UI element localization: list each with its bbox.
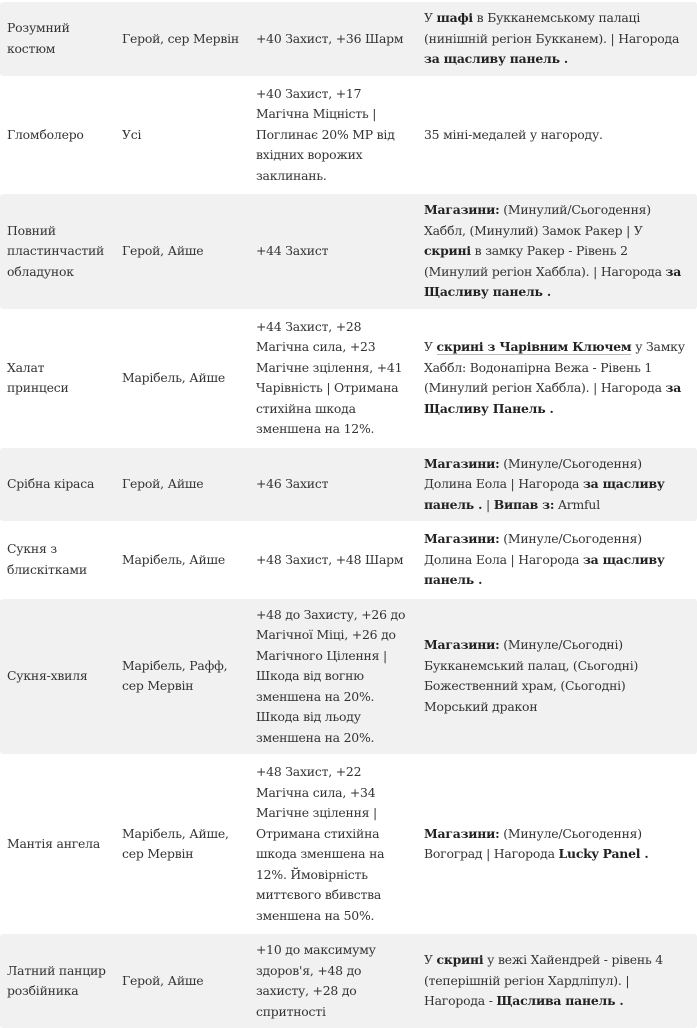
source-text: (Минуле/Сьогодення) Долина Еола | Нагорода	[424, 531, 642, 567]
item-name-cell: Срібна кіраса	[0, 448, 115, 522]
item-name-cell: Сукня-хвиля	[0, 599, 115, 755]
source-text: (Минулий/Сьогодення) Хаббл, (Минулий) Замок Ракер | У	[424, 202, 651, 238]
source-bold-text: за щасливу панель .	[424, 476, 665, 512]
table-row	[0, 448, 697, 522]
table-row	[0, 523, 697, 597]
effects-cell: +46 Захист	[253, 448, 418, 522]
table-row	[0, 78, 697, 193]
source-text: |	[482, 496, 494, 512]
source-text: (Минуле/Сьогодення) Вогоград | Нагорода	[424, 825, 642, 861]
source-bold-text: скрині	[436, 952, 484, 968]
source-bold-text: за щасливу панель .	[424, 551, 665, 587]
effects-cell: +48 Захист, +22 Магічна сила, +34 Магічне зцілення | Отримана стихійна шкода зменшена на 12%. Ймовірність миттєвого вбивства зменшена на 50%.	[253, 756, 418, 932]
wearers-cell: Марібель, Айше	[115, 311, 253, 446]
wearers-cell: Марібель, Айше, сер Мервін	[115, 756, 253, 932]
table-row	[0, 756, 697, 932]
source-text: (Минуле/Сьогодні) Букканемський палац, (Сьогодні) Божественний храм, (Сьогодні) Морський дракон	[424, 637, 639, 714]
effects-cell: +40 Захист, +17 Магічна Міцність | Поглинає 20% MP від вхідних ворожих заклинань.	[253, 78, 418, 193]
wearers-cell: Марібель, Рафф, сер Мервін	[115, 599, 253, 755]
source-text: у Замку Хаббл: Водонапірна Вежа - Рівень 1 (Минулий регіон Хаббла). | Нагорода	[424, 339, 685, 395]
wearers-cell: Марібель, Айше	[115, 523, 253, 597]
source-text: У	[424, 10, 437, 25]
item-name-cell: Халат принцеси	[0, 311, 115, 446]
effects-cell: +48 до Захисту, +26 до Магічної Міці, +26 до Магічного Цілення | Шкода від вогню зменшена на 20%. Шкода від льоду зменшена на 20%.	[253, 599, 418, 755]
source-bold-text: Магазини:	[424, 637, 500, 653]
source-text: в Букканемському палаці (нинішній регіон Букканем). | Нагорода	[424, 10, 680, 46]
source-text: Armful	[554, 496, 600, 512]
source-cell	[418, 311, 697, 446]
item-name-cell: Повний пластинчастий обладунок	[0, 194, 115, 309]
source-cell	[418, 523, 697, 597]
wearers-cell: Усі	[115, 78, 253, 193]
source-cell	[418, 934, 697, 1028]
table-row	[0, 311, 697, 446]
source-text: в замку Ракер - Рівень 2 (Минулий регіон Хаббла). | Нагорода	[424, 243, 666, 279]
source-bold-text: шафі	[436, 10, 473, 25]
source-link[interactable]: скрині з Чарівним Ключем	[436, 339, 632, 354]
source-text: У	[424, 339, 437, 354]
table-row	[0, 934, 697, 1028]
source-text: у вежі Хайендрей - рівень 4 (теперішній регіон Хардліпул). | Нагорода -	[424, 952, 663, 1009]
source-cell	[418, 78, 697, 193]
table-row	[0, 194, 697, 309]
table-row	[0, 599, 697, 755]
armor-table-body	[0, 2, 697, 1028]
wearers-cell: Герой, сер Мервін	[115, 2, 253, 76]
wearers-cell: Герой, Айше	[115, 448, 253, 522]
wearers-cell: Герой, Айше	[115, 934, 253, 1028]
source-cell	[418, 448, 697, 522]
source-text: (Минуле/Сьогодення) Долина Еола | Нагорода	[424, 455, 642, 491]
source-bold-text: Випав з:	[493, 496, 555, 512]
item-name-cell: Мантія ангела	[0, 756, 115, 932]
source-bold-text: Lucky Panel .	[558, 846, 649, 861]
effects-cell: +44 Захист, +28 Магічна сила, +23 Магічне зцілення, +41 Чарівність | Отримана стихійна шкода зменшена на 12%.	[253, 311, 418, 446]
effects-cell: +40 Захист, +36 Шарм	[253, 2, 418, 76]
item-name-cell: Розумний костюм	[0, 2, 115, 76]
table-row	[0, 2, 697, 76]
source-bold-text: Магазини:	[424, 825, 500, 841]
effects-cell: +10 до максимуму здоров'я, +48 до захисту, +28 до спритності	[253, 934, 418, 1028]
source-bold-text: за Щасливу Панель .	[424, 380, 682, 416]
source-cell	[418, 2, 697, 76]
armor-table	[0, 2, 697, 1028]
source-cell	[418, 756, 697, 932]
source-bold-text: Щаслива панель .	[496, 993, 624, 1009]
source-bold-text: Магазини:	[424, 202, 500, 217]
wearers-cell: Герой, Айше	[115, 194, 253, 309]
source-bold-text: за Щасливу панель .	[424, 263, 682, 299]
item-name-cell: Сукня з блискітками	[0, 523, 115, 597]
effects-cell: +48 Захист, +48 Шарм	[253, 523, 418, 597]
source-bold-text: скрині	[424, 243, 471, 258]
source-cell	[418, 599, 697, 755]
source-cell	[418, 194, 697, 309]
source-text: У	[424, 952, 437, 968]
source-bold-text: Магазини:	[424, 531, 500, 546]
source-bold-text: за щасливу панель .	[424, 51, 569, 66]
source-text: 35 міні-медалей у нагороду.	[424, 126, 603, 142]
source-bold-text: Магазини:	[424, 455, 500, 471]
item-name-cell: Гломболеро	[0, 78, 115, 193]
effects-cell: +44 Захист	[253, 194, 418, 309]
item-name-cell: Латний панцир розбійника	[0, 934, 115, 1028]
